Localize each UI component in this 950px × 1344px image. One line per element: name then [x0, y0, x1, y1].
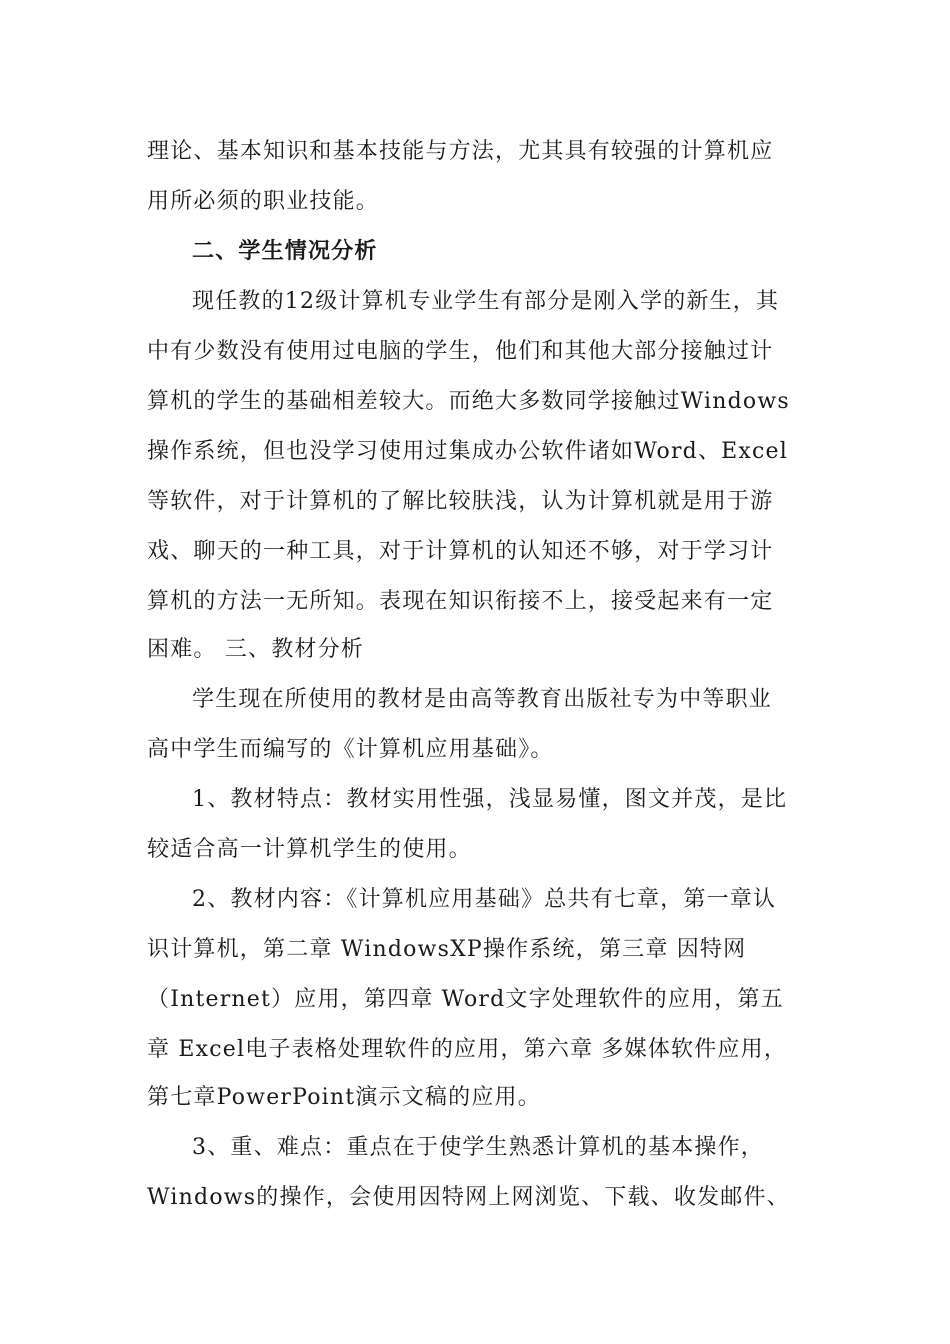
- paragraph-line: （Internet）应用，第四章 Word文字处理软件的应用，第五: [147, 987, 784, 1012]
- paragraph-line: 章 Excel电子表格处理软件的应用，第六章 多媒体软件应用，: [147, 1037, 788, 1062]
- paragraph-line: 中有少数没有使用过电脑的学生，他们和其他大部分接触过计: [147, 339, 774, 364]
- list-item-textbook-content: 2、教材内容：《计算机应用基础》总共有七章，第一章认: [192, 887, 777, 912]
- list-item-textbook-features: 1、教材特点：教材实用性强，浅显易懂，图文并茂，是比: [192, 787, 788, 812]
- paragraph-line: 理论、基本知识和基本技能与方法，尤其具有较强的计算机应: [147, 139, 774, 164]
- paragraph-line: 算机的学生的基础相差较大。而绝大多数同学接触过Windows: [147, 389, 790, 414]
- paragraph-line: 操作系统，但也没学习使用过集成办公软件诸如Word、Excel: [147, 439, 789, 464]
- paragraph-line: 高中学生而编写的《计算机应用基础》。: [147, 737, 554, 762]
- paragraph-line: 戏、聊天的一种工具，对于计算机的认知还不够，对于学习计: [147, 539, 774, 564]
- paragraph-line: 识计算机，第二章 WindowsXP操作系统，第三章 因特网: [147, 937, 747, 962]
- list-item-key-points: 3、重、难点：重点在于使学生熟悉计算机的基本操作，: [192, 1135, 764, 1160]
- paragraph-line-with-heading: 困难。 三、教材分析: [147, 637, 364, 662]
- section-heading-student-analysis: 二、学生情况分析: [192, 239, 378, 264]
- paragraph-line: 较适合高一计算机学生的使用。: [147, 837, 472, 862]
- paragraph-line: 现任教的12级计算机专业学生有部分是刚入学的新生，其: [192, 289, 780, 314]
- paragraph-line: Windows的操作，会使用因特网上网浏览、下载、收发邮件、: [147, 1185, 790, 1210]
- paragraph-line: 第七章PowerPoint演示文稿的应用。: [147, 1085, 541, 1110]
- paragraph-line: 用所必须的职业技能。: [147, 189, 380, 214]
- paragraph-line: 算机的方法一无所知。表现在知识衔接不上，接受起来有一定: [147, 589, 774, 614]
- paragraph-line: 等软件，对于计算机的了解比较肤浅，认为计算机就是用于游: [147, 489, 774, 514]
- paragraph-line: 学生现在所使用的教材是由高等教育出版社专为中等职业: [192, 687, 773, 712]
